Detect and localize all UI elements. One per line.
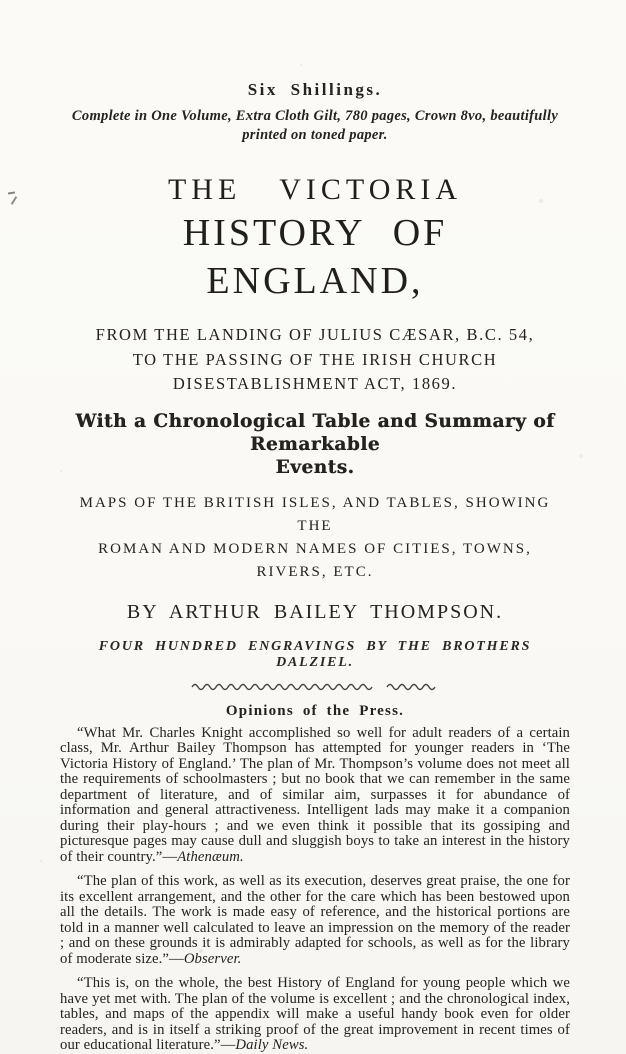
subtitle-line-2: TO THE PASSING OF THE IRISH CHURCH [132, 349, 498, 369]
book-title [60, 171, 570, 305]
press-opinions-heading: Opinions of the Press. [225, 702, 405, 719]
maps-line-1: MAPS OF THE BRITISH ISLES, AND TABLES, SHOWING THE [79, 494, 551, 534]
price-line: Six Shillings. [247, 80, 383, 99]
review-source: Athenæum. [177, 848, 244, 865]
press-reviews [60, 726, 570, 1054]
press-review-athenaeum [60, 726, 570, 866]
scan-artifact [8, 188, 22, 206]
chronological-table-note [60, 410, 570, 479]
blackletter-line-1: With a Chronological Table and Summary of Remarkable [75, 410, 555, 455]
imprint-line-1: Complete in One Volume, Extra Cloth Gilt, 780 pages, Crown 8vo, beautifully [71, 108, 559, 124]
blackletter-line-2: Events. [275, 456, 355, 478]
imprint-note [60, 107, 570, 145]
review-source: Daily News. [235, 1037, 309, 1053]
author-line: BY ARTHUR BAILEY THOMPSON. [126, 600, 504, 623]
review-source: Observer. [183, 950, 242, 967]
paper-speckles [0, 0, 2, 2]
engravings-line: FOUR HUNDRED ENGRAVINGS BY THE BROTHERS DALZIEL. [98, 638, 532, 670]
maps-note [60, 492, 570, 584]
maps-line-3: RIVERS, ETC. [256, 563, 374, 580]
wavy-rule-divider [191, 681, 439, 691]
book-title-line-1: THE VICTORIA [167, 173, 463, 206]
review-text: “The plan of this work, as well as its execution, deserves great praise, the one for its excellent arrangement, and the other for the care which has been bestowed upon all the details. The work is made easy of reference, and the historical portions are told in a manner well calculated to leave an impression on the memory of the reader ; and on these grounds it is admirably adapted for schools, as well as for the library of moderate size.”— [60, 873, 570, 967]
subtitle-line-1: FROM THE LANDING OF JULIUS CÆSAR, B.C. 54, [95, 325, 535, 344]
maps-line-2: ROMAN AND MODERN NAMES OF CITIES, TOWNS, [98, 540, 532, 557]
book-subtitle [60, 323, 570, 397]
review-text: “This is, on the whole, the best History of England for young people which we have yet met with. The plan of the volume is excellent ; and the chronological index, tables, and maps of the appendix will make a useful handy book even for older readers, and is in itself a striking proof of the great improvement in recent times of our educational literature.”— [60, 975, 570, 1053]
imprint-line-2: printed on toned paper. [242, 127, 388, 143]
subtitle-line-3: DISESTABLISHMENT ACT, 1869. [172, 374, 458, 393]
book-title-line-2: HISTORY OF ENGLAND, [182, 212, 448, 302]
press-review-daily-news [60, 976, 570, 1054]
press-review-observer [60, 874, 570, 967]
review-text: “What Mr. Charles Knight accomplished so well for adult readers of a certain class, Mr. Arthur Bailey Thompson has attempted for younger readers in ‘The Victoria History of England.’ The plan of Mr. Thompson’s volume does not meet all the requirements of schoolmasters ; but no book that we can remember in the same department of literature, and of similar aim, surpasses it for abundance of information and general attractiveness. Intelligent lads may make it a companion during their play-hours ; and we even think it possible that its gossiping and picturesque pages may cause dull and sluggish boys to take an interest in the history of their country.”— [60, 724, 570, 865]
